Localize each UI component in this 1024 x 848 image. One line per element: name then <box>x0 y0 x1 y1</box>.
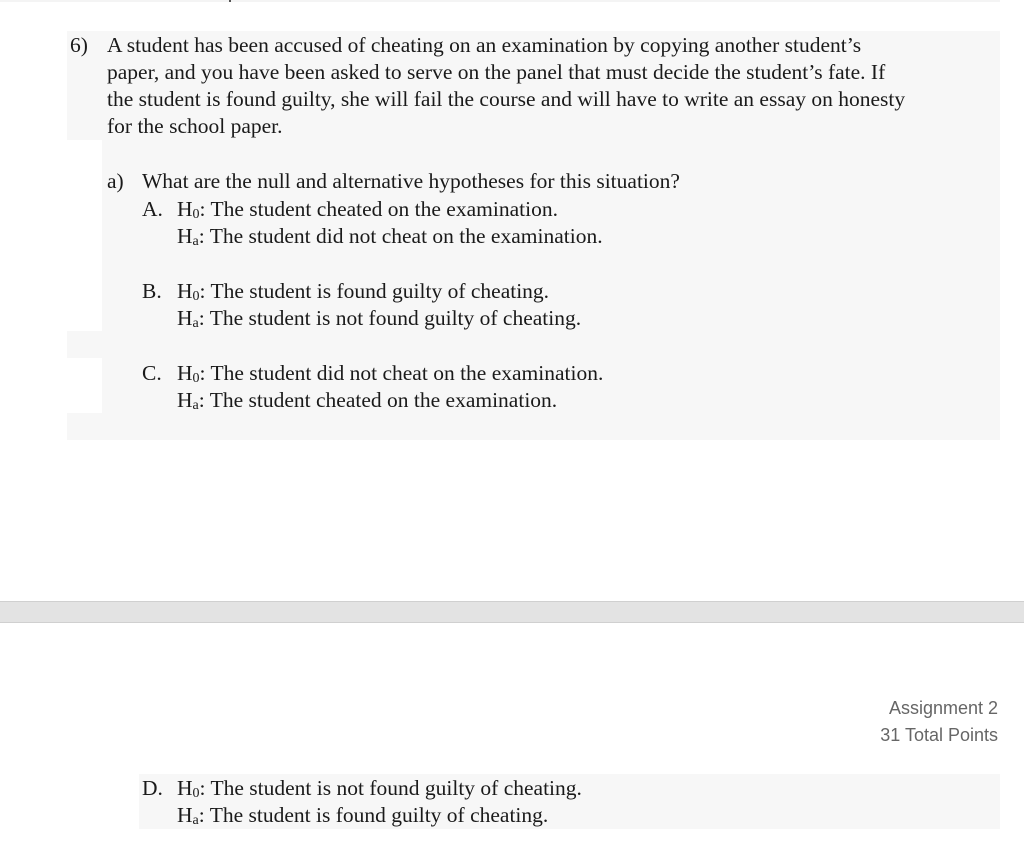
options-bottom-shade <box>67 413 102 440</box>
option-c-alt-hypothesis: Ha: The student cheated on the examination. <box>177 388 558 413</box>
document-page-2 <box>0 623 1024 848</box>
page-break <box>0 601 1024 623</box>
question-number: 6) <box>70 33 88 57</box>
option-a-null-hypothesis: H0: The student cheated on the examination. <box>177 197 558 222</box>
question-stem-line-4: for the school paper. <box>107 114 283 138</box>
option-b-alt-hypothesis: Ha: The student is not found guilty of cheating. <box>177 306 582 331</box>
option-c-letter: C. <box>142 361 162 385</box>
question-stem-line-3: the student is found guilty, she will fail the course and will have to write an essay on honesty <box>107 87 906 111</box>
total-points: 31 Total Points <box>880 725 998 745</box>
option-d-letter: D. <box>142 776 163 800</box>
part-a-label: a) <box>107 169 124 193</box>
option-d-alt-hypothesis: Ha: The student is found guilty of cheating. <box>177 803 549 828</box>
option-d-null-hypothesis: H0: The student is not found guilty of cheating. <box>177 776 582 801</box>
option-b-null-hypothesis: H0: The student is found guilty of cheating. <box>177 279 550 304</box>
question-stem-line-2: paper, and you have been asked to serve on the panel that must decide the student’s fate. If <box>107 60 886 84</box>
option-c-null-hypothesis: H0: The student did not cheat on the examination. <box>177 361 604 386</box>
assignment-title: Assignment 2 <box>888 698 998 718</box>
previous-content-mark <box>229 0 231 2</box>
question-stem-line-1: A student has been accused of cheating on an examination by copying another student’s <box>107 33 862 57</box>
option-a-letter: A. <box>142 197 163 221</box>
option-b-left-shade <box>67 331 102 358</box>
option-a-alt-hypothesis: Ha: The student did not cheat on the examination. <box>177 224 603 249</box>
option-b-letter: B. <box>142 279 162 303</box>
part-a-prompt: What are the null and alternative hypotheses for this situation? <box>142 169 680 193</box>
previous-content-edge <box>0 0 1000 2</box>
